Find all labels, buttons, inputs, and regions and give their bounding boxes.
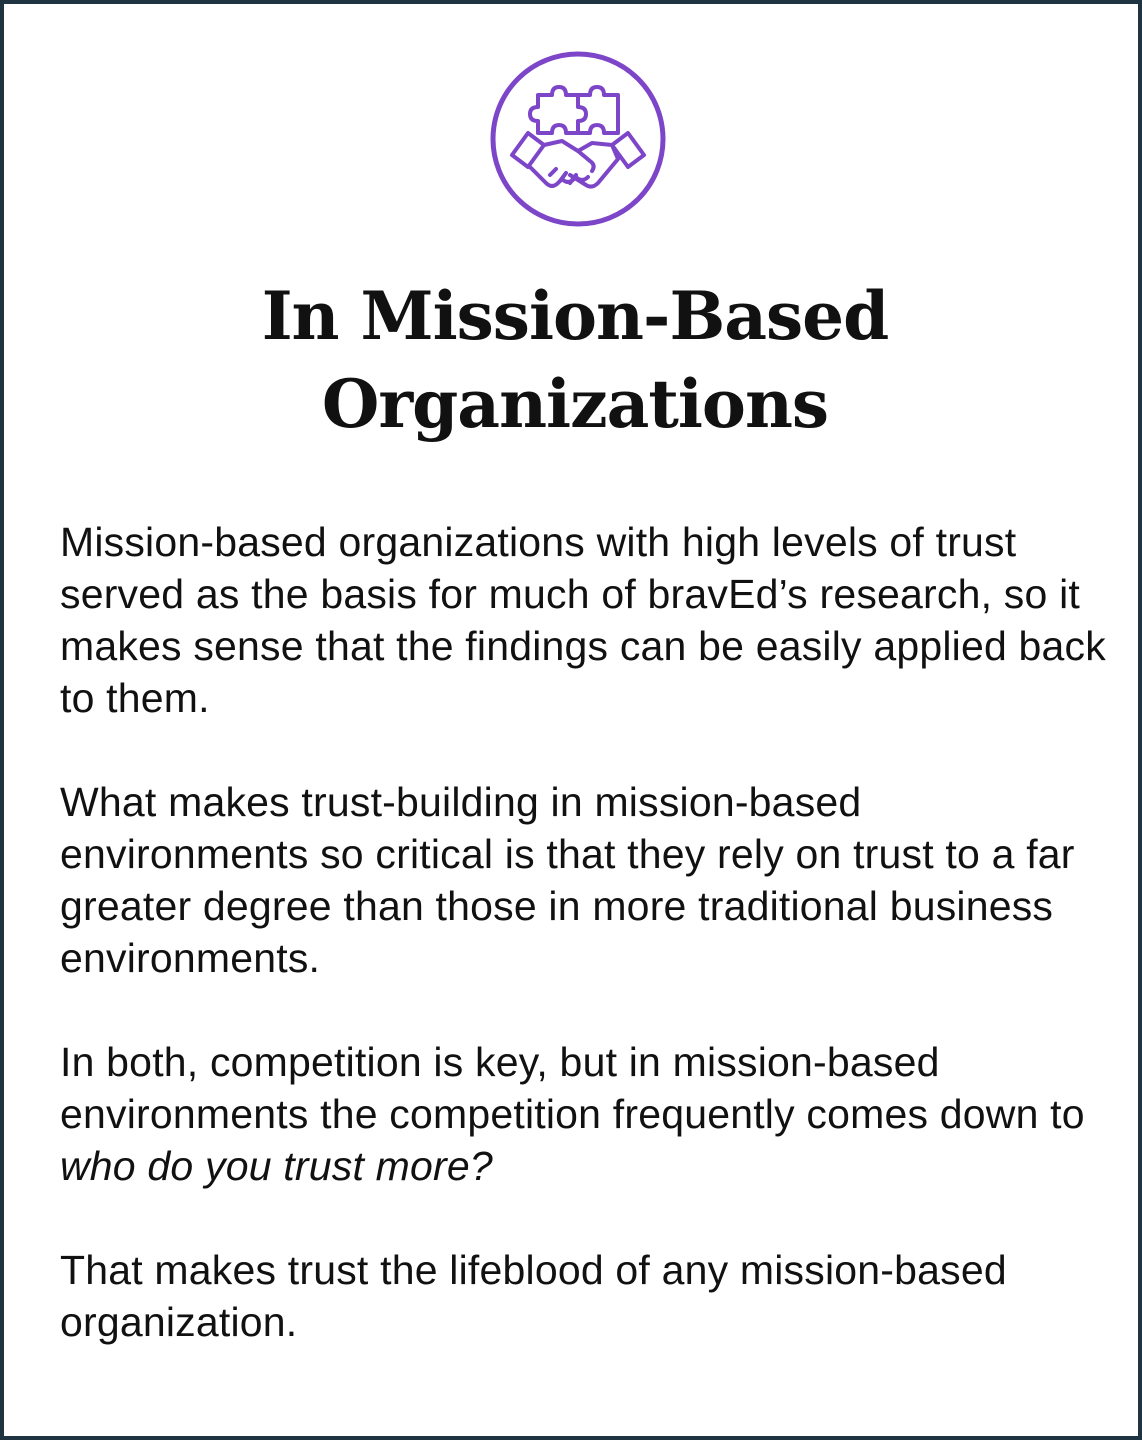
paragraph-2: What makes trust-building in mission-based environments so critical is that they rely on trust to a far greater degree than those in more traditional business environments. (60, 779, 1075, 981)
puzzle-handshake-icon (490, 51, 666, 227)
body-text (60, 516, 1110, 1348)
paragraph-3-italic: who do you trust more? (60, 1143, 493, 1189)
paragraph-1: Mission-based organizations with high levels of trust served as the basis for much of bravEd’s research, so it makes sense that the findings can be easily applied back to them. (60, 519, 1106, 721)
paragraph-3 (60, 1036, 1110, 1192)
paragraph-3-text: In both, competition is key, but in mission-based environments the competition frequently comes down to (60, 1039, 1085, 1137)
title-line-1: In Mission-Based (261, 277, 889, 355)
page-title (44, 272, 1106, 448)
title-line-2: Organizations (321, 365, 829, 443)
paragraph-4: That makes trust the lifeblood of any mission-based organization. (60, 1247, 1007, 1345)
